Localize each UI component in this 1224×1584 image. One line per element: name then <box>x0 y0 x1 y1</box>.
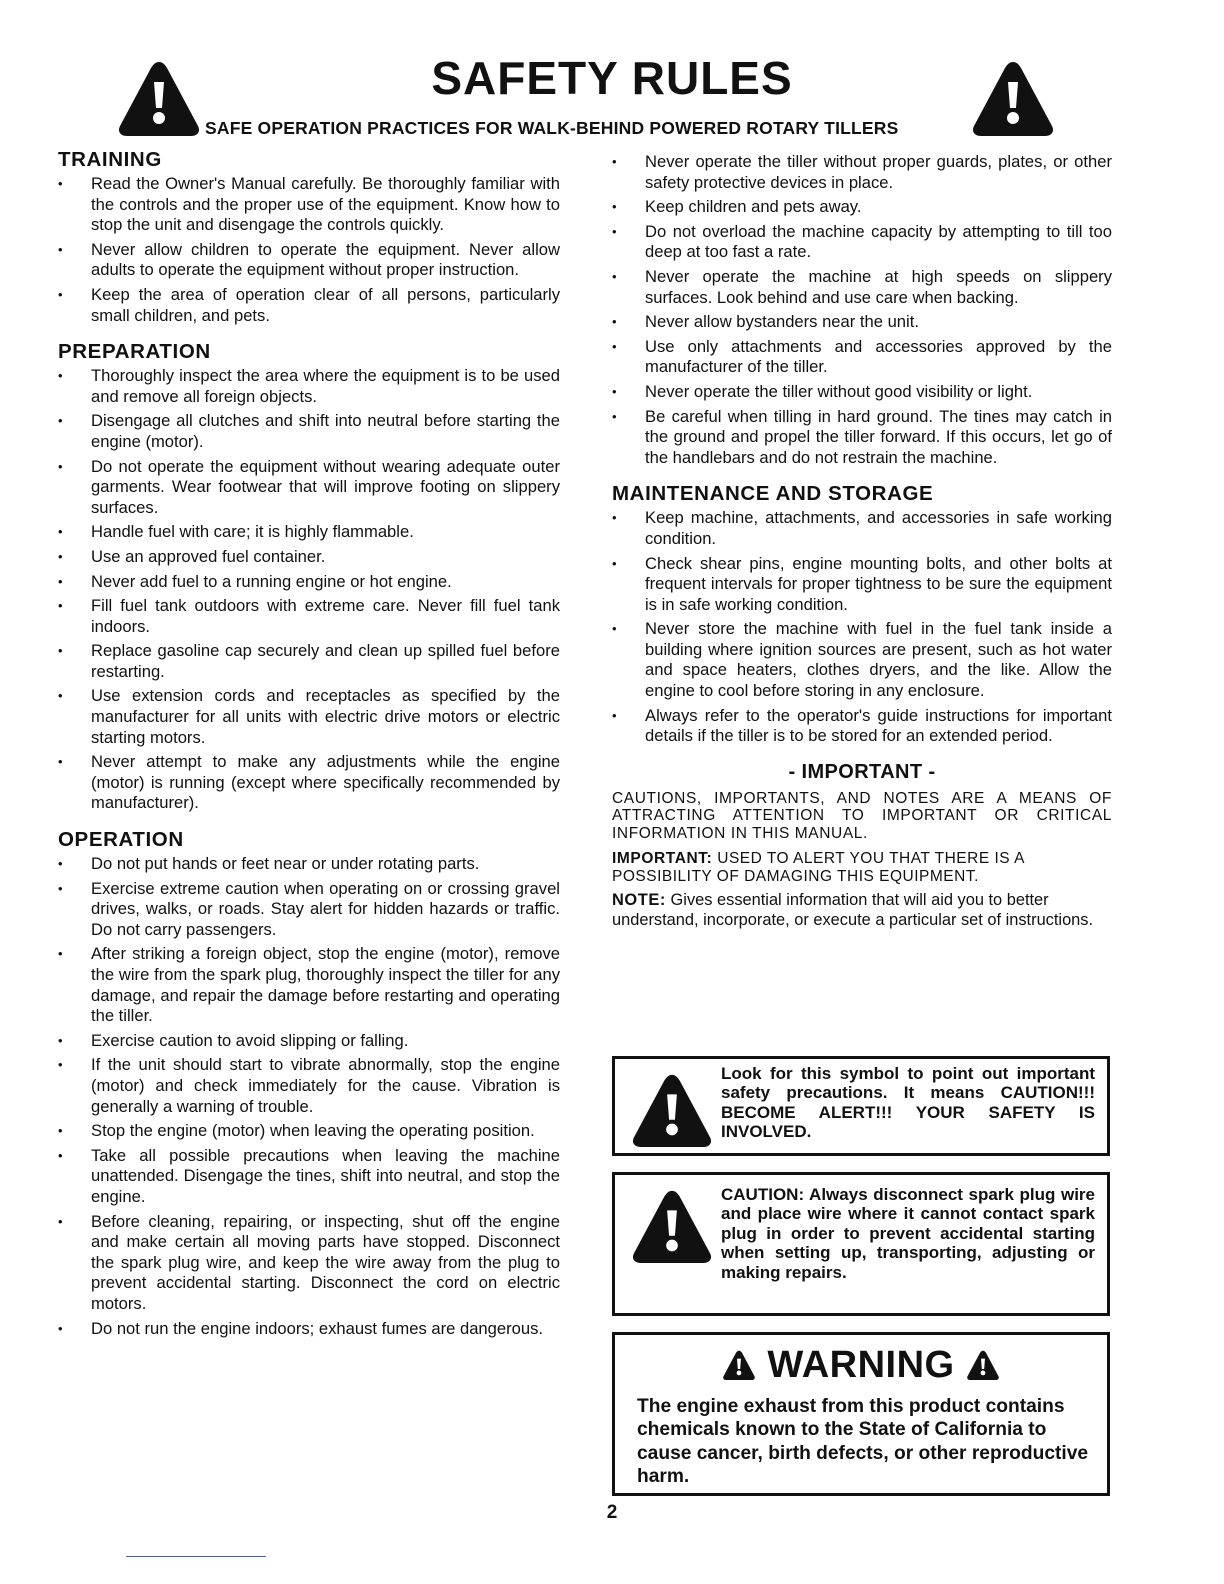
note-label: NOTE: <box>612 891 666 910</box>
list-item: • Never store the machine with fuel in the fuel tank inside a building where ignition sources are present, such as hot water and space heaters, clothes dryers, and the like. Allow the engine to cool before storing in any enclosure. <box>612 619 1112 701</box>
list-item: • Handle fuel with care; it is highly flammable. <box>58 522 560 543</box>
list-item: • Use extension cords and receptacles as specified by the manufacturer for all units with electric drive motors or electric starting motors. <box>58 686 560 748</box>
operation-continued-list <box>612 152 1112 468</box>
training-list <box>58 174 560 326</box>
maintenance-heading: MAINTENANCE AND STORAGE <box>612 482 934 506</box>
page-title: SAFETY RULES <box>431 52 793 104</box>
caution-box-text: CAUTION: Always disconnect spark plug wire and place wire where it cannot contact spark plug in order to prevent accidental starting when setting up, transporting, adjusting or making repairs. <box>721 1185 1095 1282</box>
warning-triangle-icon <box>722 1349 756 1381</box>
list-item: • Exercise caution to avoid slipping or falling. <box>58 1031 560 1052</box>
right-column <box>612 148 1112 930</box>
warning-triangle-icon <box>966 1349 1000 1381</box>
important-intro: CAUTIONS, IMPORTANTS, AND NOTES ARE A MEANS OF ATTRACTING ATTENTION TO IMPORTANT OR CRITICAL INFORMATION IN THIS MANUAL. <box>612 789 1112 842</box>
note-text: Gives essential information that will aid you to better understand, incorporate, or execute a particular set of instructions. <box>612 891 1094 929</box>
list-item: • Take all possible precautions when leaving the machine unattended. Disengage the tines, shift into neutral, and stop the engine. <box>58 1146 560 1208</box>
left-column <box>58 148 560 1343</box>
important-title: - IMPORTANT - <box>788 760 936 783</box>
list-item: • Do not overload the machine capacity by attempting to till too deep at too fast a rate. <box>612 222 1112 263</box>
symbol-box-text: Look for this symbol to point out important safety precautions. It means CAUTION!!! BECOME ALERT!!! YOUR SAFETY IS INVOLVED. <box>721 1064 1095 1142</box>
note-definition <box>612 891 1112 930</box>
list-item: • Exercise extreme caution when operating on or crossing gravel drives, walks, or roads. Stay alert for hidden hazards or traffic. Do not carry passengers. <box>58 879 560 941</box>
list-item: • Never operate the tiller without proper guards, plates, or other safety protective devices in place. <box>612 152 1112 193</box>
list-item: • Always refer to the operator's guide instructions for important details if the tiller is to be stored for an extended period. <box>612 706 1112 747</box>
page-subtitle: SAFE OPERATION PRACTICES FOR WALK-BEHIND POWERED ROTARY TILLERS <box>205 118 899 138</box>
preparation-list <box>58 366 560 814</box>
warning-text: The engine exhaust from this product contains chemicals known to the State of California to cause cancer, birth defects, or other reproductive harm. <box>637 1396 1089 1488</box>
list-item: • After striking a foreign object, stop the engine (motor), remove the wire from the spark plug, thoroughly inspect the tiller for any damage, and repair the damage before restarting and operating the tiller. <box>58 944 560 1026</box>
preparation-heading: PREPARATION <box>58 340 211 364</box>
list-item: • Read the Owner's Manual carefully. Be thoroughly familiar with the controls and the proper use of the equipment. Know how to stop the unit and disengage the controls quickly. <box>58 174 560 236</box>
list-item: • Keep the area of operation clear of all persons, particularly small children, and pets. <box>58 285 560 326</box>
list-item: • If the unit should start to vibrate abnormally, stop the engine (motor) and check immediately for the cause. Vibration is generally a warning of trouble. <box>58 1055 560 1117</box>
warning-triangle-icon <box>629 1071 715 1149</box>
list-item: • Never add fuel to a running engine or hot engine. <box>58 572 560 593</box>
list-item: • Thoroughly inspect the area where the equipment is to be used and remove all foreign objects. <box>58 366 560 407</box>
symbol-box <box>612 1056 1110 1156</box>
footer-line <box>126 1556 266 1557</box>
important-definition <box>612 850 1112 885</box>
list-item: • Check shear pins, engine mounting bolts, and other bolts at frequent intervals for proper tightness to be sure the equipment is in safe working condition. <box>612 554 1112 616</box>
list-item: • Use only attachments and accessories approved by the manufacturer of the tiller. <box>612 337 1112 378</box>
important-label: IMPORTANT: <box>612 850 713 868</box>
list-item: • Never attempt to make any adjustments while the engine (motor) is running (except where specifically recommended by manufacturer). <box>58 752 560 814</box>
list-item: • Do not run the engine indoors; exhaust fumes are dangerous. <box>58 1319 560 1340</box>
caution-box <box>612 1172 1110 1316</box>
list-item: • Keep children and pets away. <box>612 197 1112 218</box>
important-text: USED TO ALERT YOU THAT THERE IS A POSSIBILITY OF DAMAGING THIS EQUIPMENT. <box>612 850 1025 885</box>
warning-title-row <box>615 1343 1107 1387</box>
operation-list <box>58 854 560 1339</box>
list-item: • Never allow bystanders near the unit. <box>612 312 1112 333</box>
list-item: • Never operate the machine at high speeds on slippery surfaces. Look behind and use care when backing. <box>612 267 1112 308</box>
training-heading: TRAINING <box>58 148 162 171</box>
warning-triangle-icon <box>629 1187 715 1265</box>
list-item: • Replace gasoline cap securely and clean up spilled fuel before restarting. <box>58 641 560 682</box>
list-item: • Disengage all clutches and shift into neutral before starting the engine (motor). <box>58 411 560 452</box>
operation-heading: OPERATION <box>58 828 184 852</box>
list-item: • Never operate the tiller without good visibility or light. <box>612 382 1112 403</box>
list-item: • Fill fuel tank outdoors with extreme care. Never fill fuel tank indoors. <box>58 596 560 637</box>
page-number: 2 <box>606 1502 618 1523</box>
warning-title: WARNING <box>767 1344 955 1386</box>
list-item: • Be careful when tilling in hard ground. The tines may catch in the ground and propel the tiller forward. If this occurs, let go of the handlebars and do not restrain the machine. <box>612 407 1112 469</box>
list-item: • Do not put hands or feet near or under rotating parts. <box>58 854 560 875</box>
list-item: • Use an approved fuel container. <box>58 547 560 568</box>
list-item: • Do not operate the equipment without wearing adequate outer garments. Wear footwear that will improve footing on slippery surfaces. <box>58 457 560 519</box>
warning-box <box>612 1332 1110 1496</box>
list-item: • Before cleaning, repairing, or inspecting, shut off the engine and make certain all moving parts have stopped. Disconnect the spark plug wire, and keep the wire away from the plug to prevent accidental starting. Disconnect the cord on electric motors. <box>58 1212 560 1315</box>
warning-triangle-icon <box>970 58 1056 138</box>
list-item: • Never allow children to operate the equipment. Never allow adults to operate the equipment without proper instruction. <box>58 240 560 281</box>
header <box>0 0 1224 150</box>
maintenance-list <box>612 508 1112 747</box>
list-item: • Keep machine, attachments, and accessories in safe working condition. <box>612 508 1112 549</box>
list-item: • Stop the engine (motor) when leaving the operating position. <box>58 1121 560 1142</box>
